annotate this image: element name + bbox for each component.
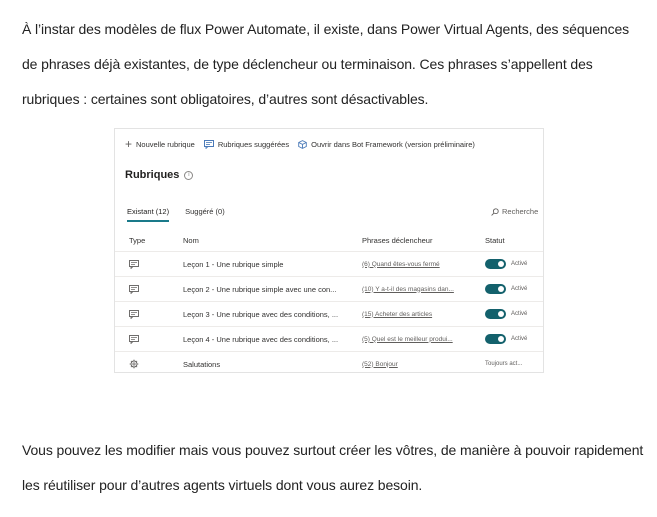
new-topic-button[interactable] bbox=[125, 138, 195, 150]
column-type[interactable]: Type bbox=[129, 235, 146, 245]
suggested-topics-button[interactable] bbox=[204, 140, 289, 149]
chat-icon bbox=[129, 310, 139, 319]
chat-icon bbox=[129, 285, 139, 294]
closing-paragraph: Vous pouvez les modifier mais vous pouvez surtout créer les vôtres, de manière à pouvoir rapidement les réutiliser pour d’autres agents virtuels dont vous aurez besoin. bbox=[22, 442, 644, 493]
topics-table bbox=[115, 229, 543, 373]
status-label: Activé bbox=[511, 336, 528, 342]
topics-tabs bbox=[127, 207, 241, 222]
status-label: Activé bbox=[511, 286, 528, 292]
table-row[interactable] bbox=[115, 327, 543, 352]
topic-name[interactable]: Leçon 3 - Une rubrique avec des conditions, ... bbox=[183, 309, 339, 319]
column-phrases[interactable]: Phrases déclencheur bbox=[362, 235, 433, 245]
chat-icon bbox=[129, 335, 139, 344]
page-title: Rubriques bbox=[125, 169, 180, 181]
new-topic-label: Nouvelle rubrique bbox=[136, 139, 195, 149]
trigger-phrases-link[interactable]: (52) Bonjour bbox=[362, 360, 398, 368]
trigger-phrases-link[interactable]: (10) Y a-t-il des magasins dan... bbox=[362, 285, 454, 293]
info-icon[interactable]: i bbox=[184, 171, 193, 180]
search-box[interactable] bbox=[491, 207, 538, 216]
open-bot-framework-label: Ouvrir dans Bot Framework (version préliminaire) bbox=[311, 139, 475, 149]
trigger-phrases-link[interactable]: (6) Quand êtes-vous fermé bbox=[362, 260, 440, 268]
status-label: Activé bbox=[511, 311, 528, 317]
chat-list-icon bbox=[204, 140, 214, 149]
status-label: Toujours act... bbox=[485, 361, 523, 367]
status-toggle[interactable] bbox=[485, 334, 506, 344]
search-icon bbox=[491, 208, 499, 216]
topic-name[interactable]: Leçon 1 - Une rubrique simple bbox=[183, 259, 284, 269]
intro-paragraph: À l’instar des modèles de flux Power Automate, il existe, dans Power Virtual Agents, des séquences de phrases déjà existantes, de type déclencheur ou terminaison. Ces phrases s’appellent des rubriques : certaines sont obligatoires, d’autres sont désactivables. bbox=[22, 21, 630, 107]
status-toggle[interactable] bbox=[485, 284, 506, 294]
system-topic-icon bbox=[129, 359, 139, 369]
topics-header bbox=[125, 169, 193, 181]
column-name[interactable]: Nom bbox=[183, 235, 199, 245]
status-toggle[interactable] bbox=[485, 309, 506, 319]
status-toggle[interactable] bbox=[485, 259, 506, 269]
search-placeholder: Recherche bbox=[502, 207, 539, 216]
topics-toolbar bbox=[125, 137, 484, 151]
tab-suggested[interactable]: Suggéré (0) bbox=[185, 207, 225, 216]
table-row[interactable] bbox=[115, 352, 543, 373]
tab-existing[interactable]: Existant (12) bbox=[127, 207, 169, 222]
table-row[interactable] bbox=[115, 277, 543, 302]
topic-name[interactable]: Leçon 4 - Une rubrique avec des conditions, ... bbox=[183, 334, 339, 344]
topic-name[interactable]: Salutations bbox=[183, 359, 221, 369]
trigger-phrases-link[interactable]: (15) Acheter des articles bbox=[362, 310, 433, 318]
table-row[interactable] bbox=[115, 302, 543, 327]
open-bot-framework-button[interactable] bbox=[298, 140, 475, 149]
topics-screenshot bbox=[114, 128, 544, 373]
status-label: Activé bbox=[511, 261, 528, 267]
table-row[interactable] bbox=[115, 252, 543, 277]
topic-name[interactable]: Leçon 2 - Une rubrique simple avec une con... bbox=[183, 284, 337, 294]
chat-icon bbox=[129, 260, 139, 269]
table-header bbox=[115, 229, 543, 252]
cube-icon bbox=[298, 140, 307, 149]
plus-icon: + bbox=[125, 137, 133, 151]
suggested-topics-label: Rubriques suggérées bbox=[217, 139, 290, 149]
trigger-phrases-link[interactable]: (5) Quel est le meilleur produi... bbox=[362, 335, 453, 343]
column-status[interactable]: Statut bbox=[485, 235, 505, 245]
